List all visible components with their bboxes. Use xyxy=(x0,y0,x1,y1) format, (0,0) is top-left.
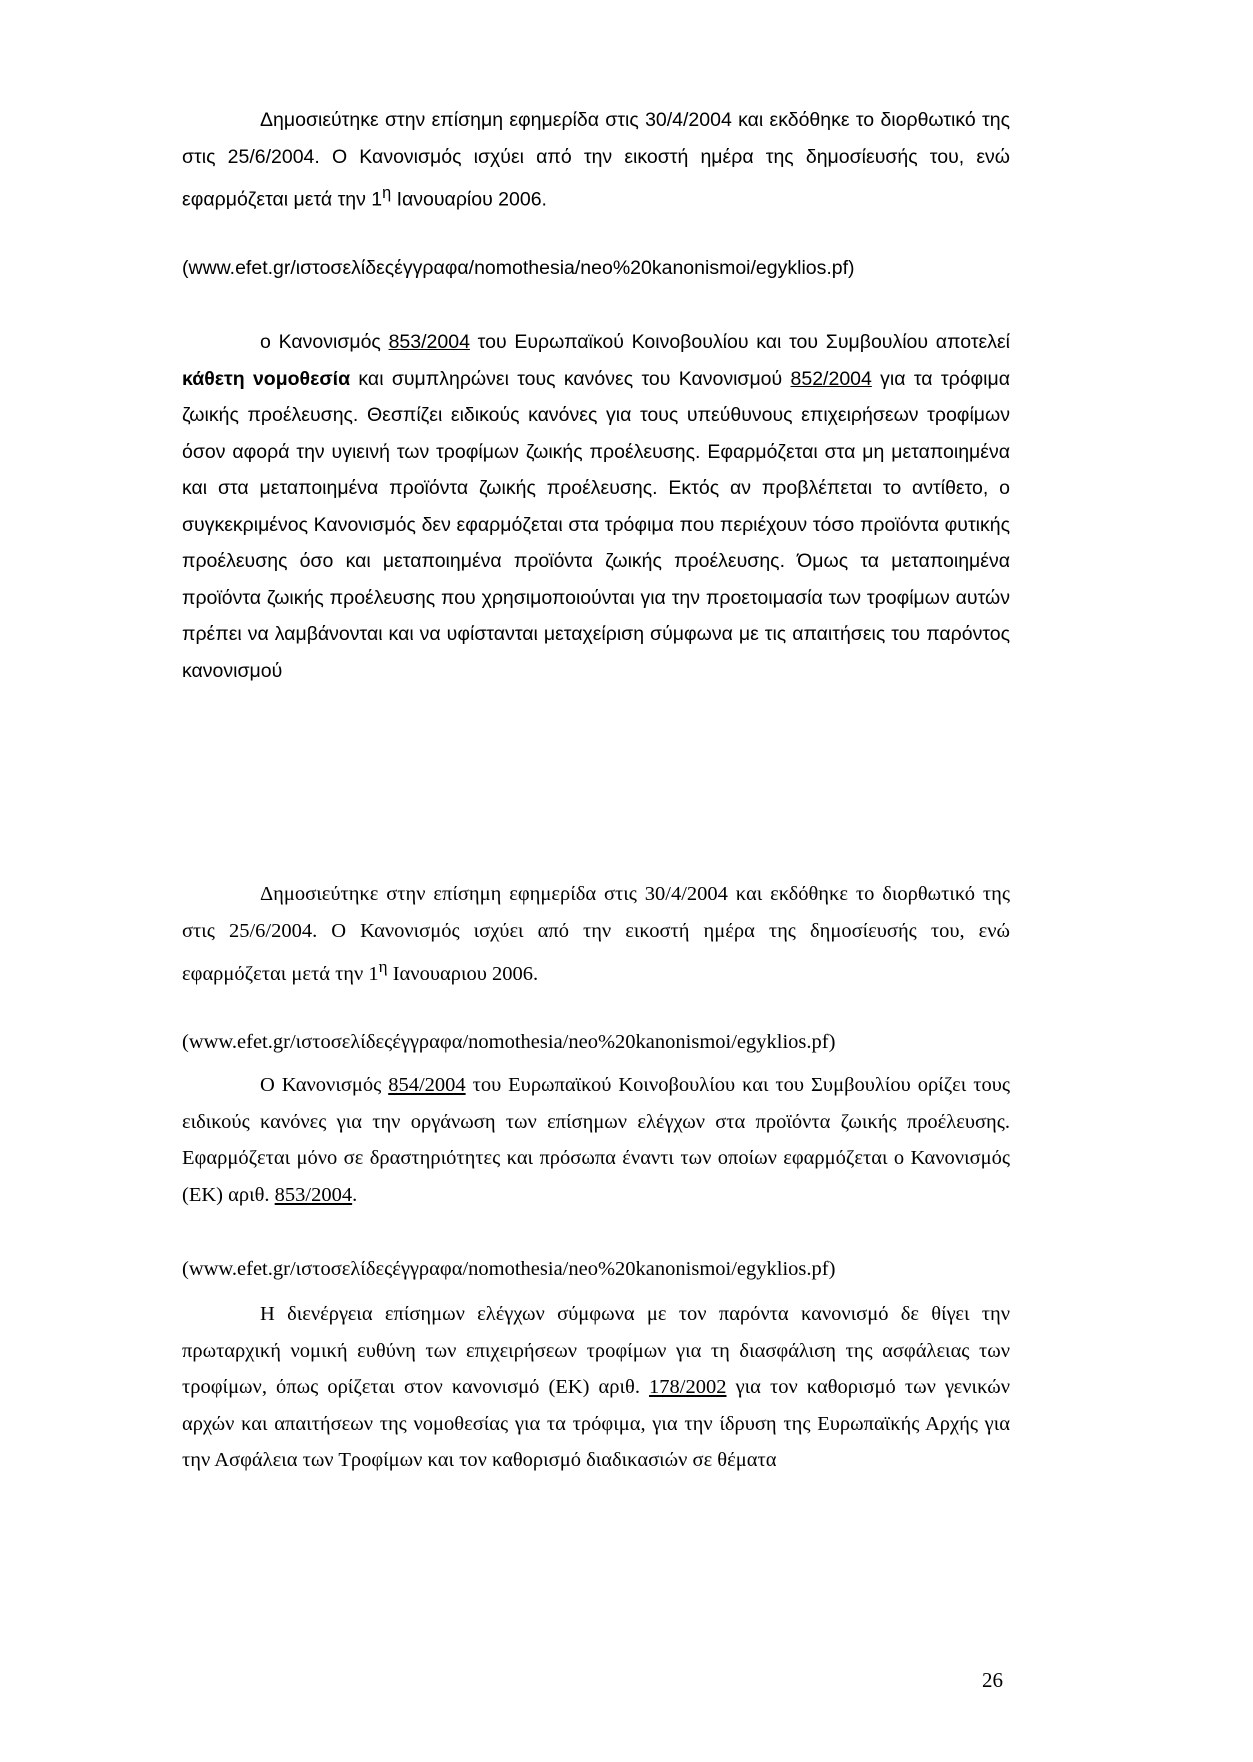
regulation-ref: 178/2002 xyxy=(649,1376,727,1398)
official-controls-paragraph: Η διενέργεια επίσημων ελέγχων σύμφωνα με τον παρόντα κανονισμό δε θίγει την πρωταρχική νομική ευθύνη των επιχειρήσεων τροφίμων για τη διασφάλιση της ασφάλειας των τροφίμων, όπως ορίζεται στον κανονισμό (ΕΚ) αριθ. 178/2002 για τον καθορισμό των γενικών αρχών και απαιτήσεων της νομοθεσίας για τα τρόφιμα, για την ίδρυση της Ευρωπαϊκής Αρχής για την Ασφάλεια των Τροφίμων και τον καθορισμό διαδικασιών σε θέματα xyxy=(182,1303,1010,1471)
publication-paragraph-1: Δημοσιεύτηκε στην επίσημη εφημερίδα στις 30/4/2004 και εκδόθηκε το διορθωτικό της στις 25/6/2004. Ο Κανονισμός ισχύει από την εικοστή ημέρα της δημοσίευσής του, ενώ εφαρμόζεται μετά την $1^\eta$ Ιανουαρίου 2006. xyxy=(182,109,1010,211)
source-link-3: (www.efet.gr/ιστοσελίδεςέγγραφα/nomothesia/neo%20kanonismoi/egyklios.pf) xyxy=(182,1258,836,1280)
regulation-ref: 852/2004 xyxy=(790,367,872,390)
publication-paragraph-2: Δημοσιεύτηκε στην επίσημη εφημερίδα στις 30/4/2004 και εκδόθηκε το διορθωτικό της στις 25/6/2004. Ο Κανονισμός ισχύει από την εικοστή ημέρα της δημοσίευσής του, ενώ εφαρμόζεται μετά την $1^\eta$ Ιανουαριου 2006. xyxy=(182,883,1010,985)
regulation-853-paragraph: ο Κανονισμός 853/2004 του Ευρωπαϊκού Κοινοβουλίου και του Συμβουλίου αποτελεί κάθετη νομοθεσία και συμπληρώνει τους κανόνες του Κανονισμού 852/2004 για τα τρόφιμα ζωικής προέλευσης. Θεσπίζει ειδικούς κανόνες για τους υπεύθυνους επιχειρήσεων τροφίμων όσον αφορά την υγιεινή των τροφίμων ζωικής προέλευσης. Εφαρμόζεται στα μη μεταποιημένα και στα μεταποιημένα προϊόντα ζωικής προέλευσης. Εκτός αν προβλέπεται το αντίθετο, ο συγκεκριμένος Κανονισμός δεν εφαρμόζεται στα τρόφιμα που περιέχουν τόσο προϊόντα φυτικής προέλευσης όσο και μεταποιημένα προϊόντα ζωικής προέλευσης. Όμως τα μεταποιημένα προϊόντα ζωικής προέλευσης που χρησιμοποιούνται για την προετοιμασία των τροφίμων αυτών πρέπει να λαμβάνονται και να υφίστανται μεταχείριση σύμφωνα με τις απαιτήσεις του παρόντος κανονισμού xyxy=(182,331,1011,682)
regulation-ref: 853/2004 xyxy=(388,331,470,353)
source-link-1: (www.efet.gr/ιστοσελίδεςέγγραφα/nomothesia/neo%20kanonismoi/egyklios.pf) xyxy=(182,257,855,279)
regulation-ref: 854/2004 xyxy=(388,1074,466,1096)
source-link-2: (www.efet.gr/ιστοσελίδεςέγγραφα/nomothesia/neo%20kanonismoi/egyklios.pf) xyxy=(182,1031,836,1053)
regulation-ref: 853/2004 xyxy=(274,1183,353,1206)
regulation-854-paragraph: Ο Κανονισμός 854/2004 του Ευρωπαϊκού Κοινοβουλίου και του Συμβουλίου ορίζει τους ειδικούς κανόνες για την οργάνωση των επίσημων ελέγχων στα προϊόντα ζωικής προέλευσης. Εφαρμόζεται μόνο σε δραστηριότητες και πρόσωπα έναντι των οποίων εφαρμόζεται ο Κανονισμός (ΕΚ) αριθ. 853/2004. xyxy=(182,1074,1010,1206)
page-number: 26 xyxy=(982,1668,1003,1692)
bold-term: κάθετη νομοθεσία xyxy=(182,367,351,390)
